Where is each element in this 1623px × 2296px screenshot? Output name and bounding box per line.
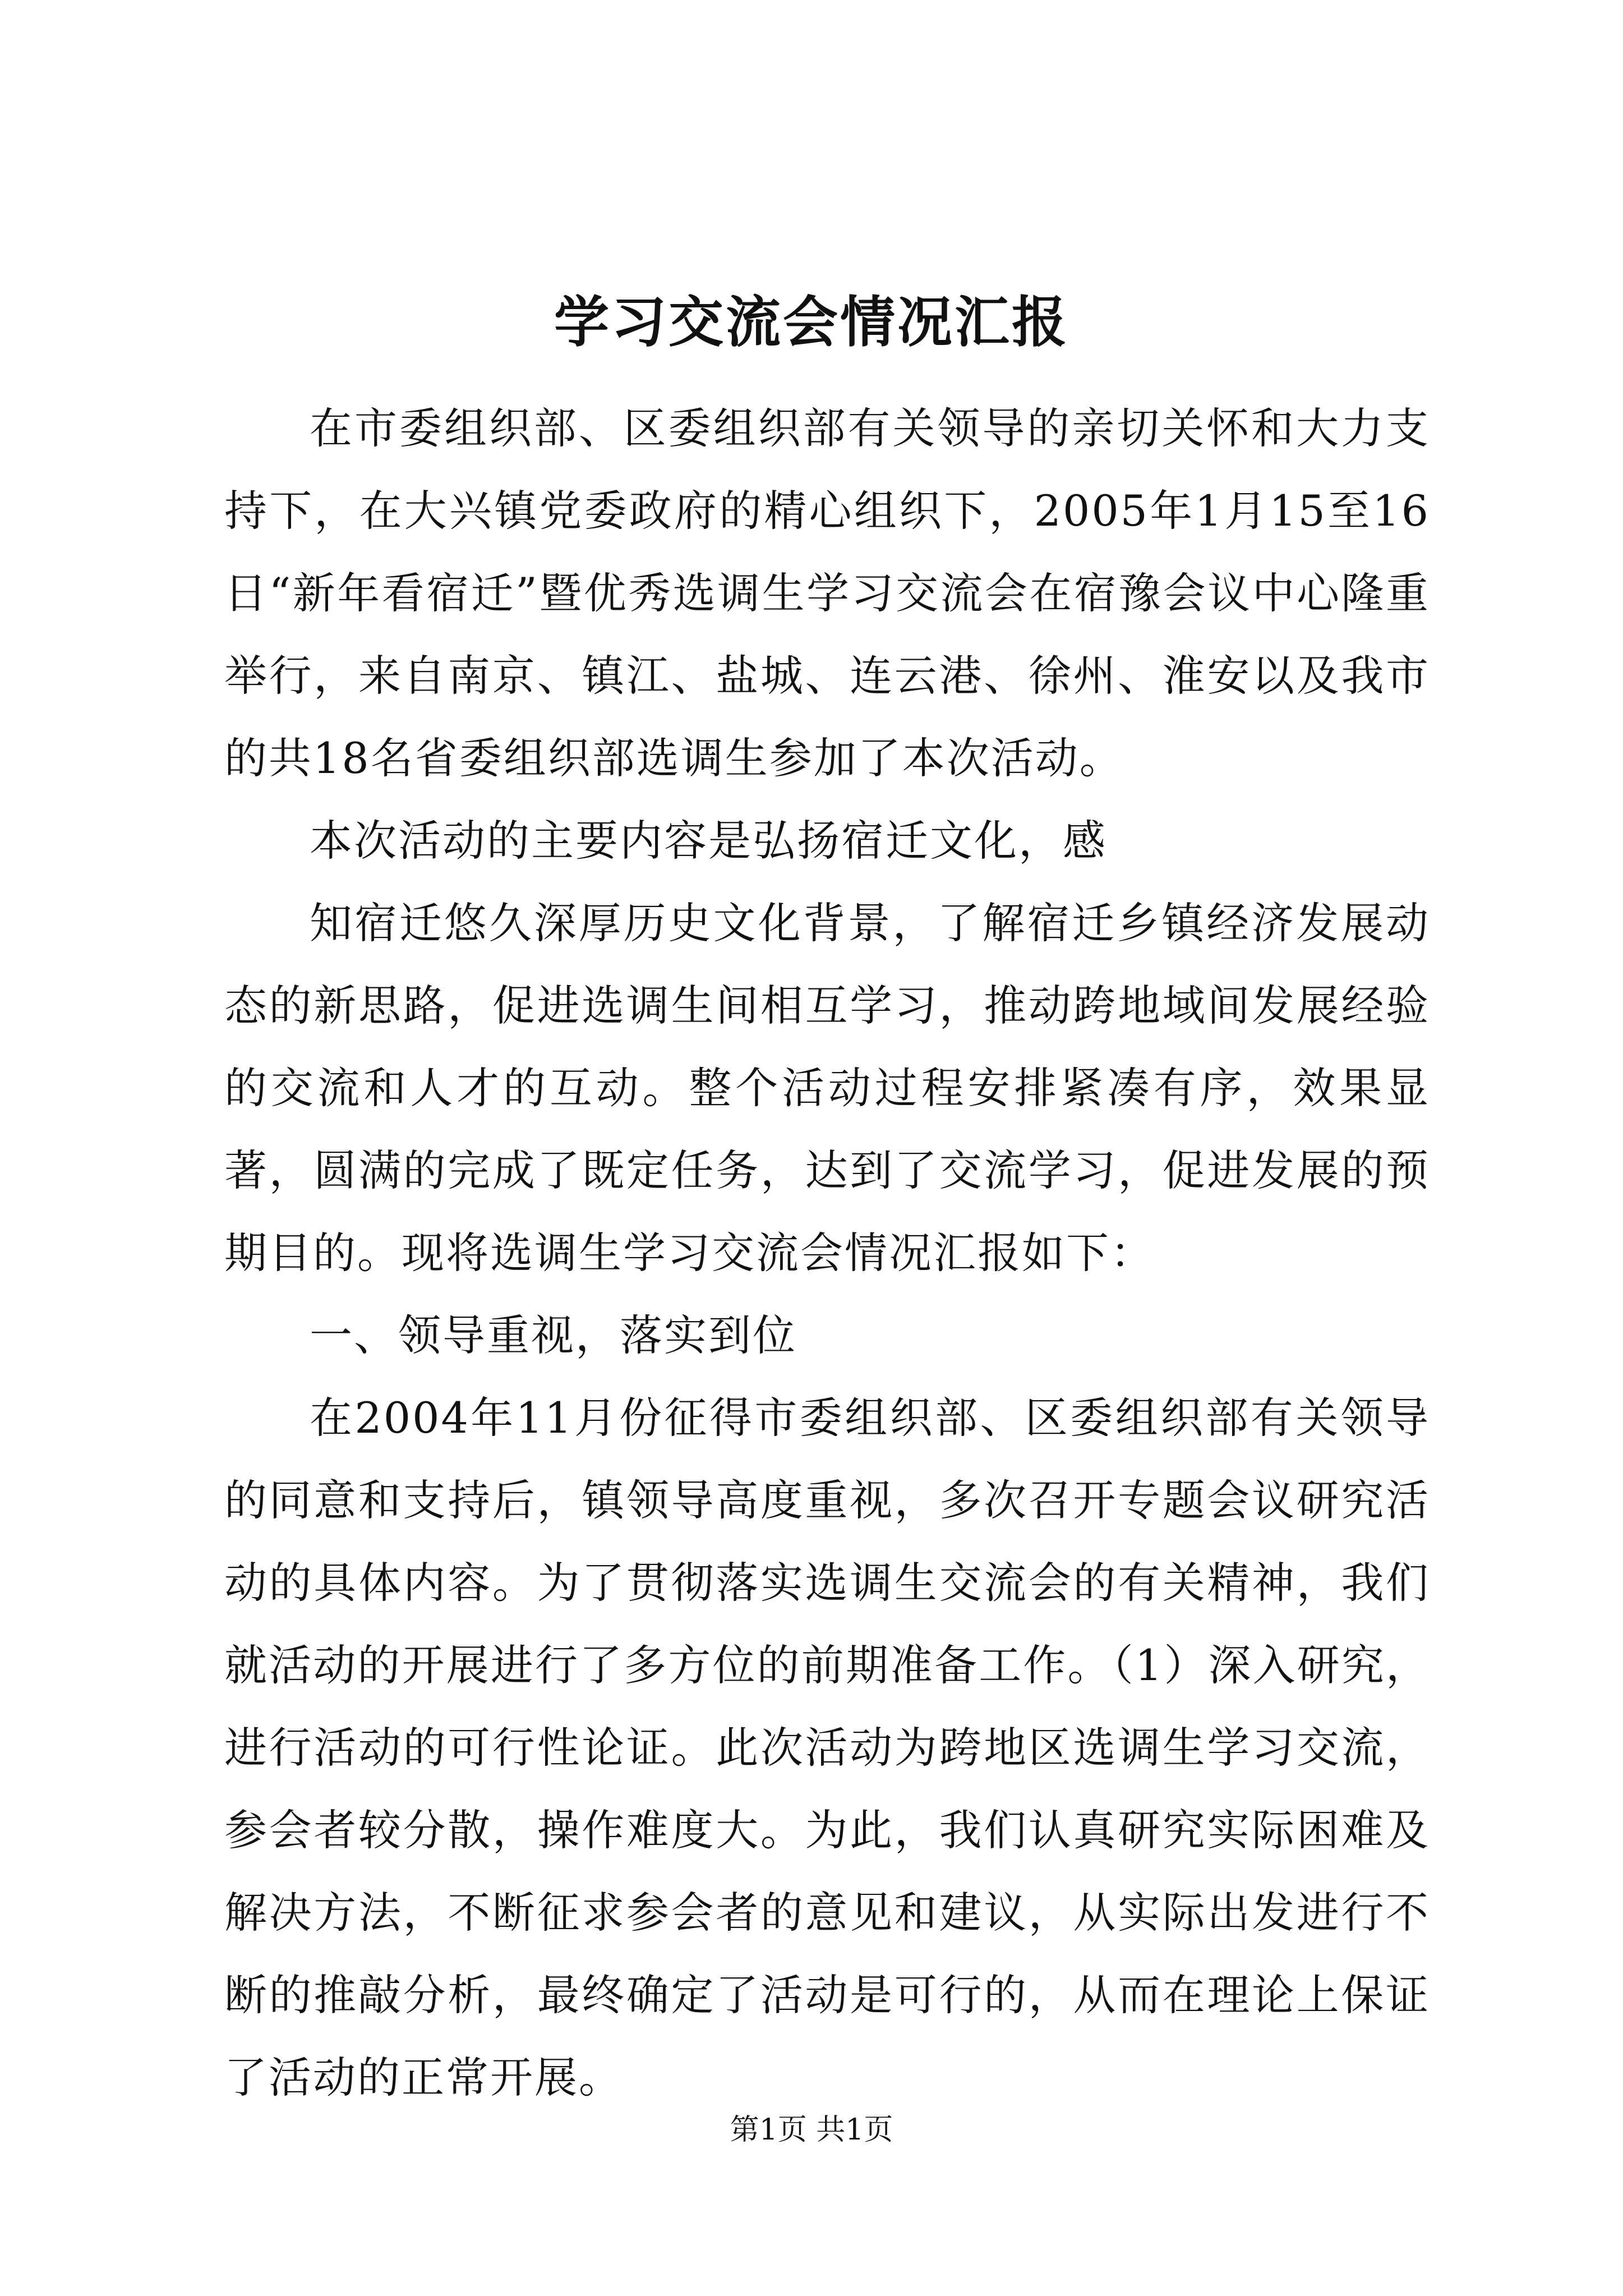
section-heading: 一、领导重视，落实到位: [310, 1310, 797, 1360]
document-title: 学习交流会情况汇报: [554, 290, 1069, 355]
paragraph-content-continued: 知宿迁悠久深厚历史文化背景，了解宿迁乡镇经济发展动态的新思路，促进选调生间相互学习，推动跨地域间发展经验的交流和人才的互动。整个活动过程安排紧凑有序，效果显著，圆满的完成了既定任务，达到了交流学习，促进发展的预期目的。现将选调生学习交流会情况汇报如下：: [224, 898, 1430, 1278]
document-body: [224, 387, 1430, 2119]
paragraph-intro: 在市委组织部、区委组织部有关领导的亲切关怀和大力支持下，在大兴镇党委政府的精心组织下，2005年1月15至16日“新年看宿迁”暨优秀选调生学习交流会在宿豫会议中心隆重举行，来自南京、镇江、盐城、连云港、徐州、淮安以及我市的共18名省委组织部选调生参加了本次活动。: [224, 403, 1430, 783]
page-footer: 第1页 共1页: [730, 2113, 893, 2147]
paragraph-content-start: 本次活动的主要内容是弘扬宿迁文化，感: [310, 816, 1107, 866]
paragraph-section-one: 在2004年11月份征得市委组织部、区委组织部有关领导的同意和支持后，镇领导高度重视，多次召开专题会议研究活动的具体内容。为了贯彻落实选调生交流会的有关精神，我们就活动的开展进行了多方位的前期准备工作。（1）深入研究，进行活动的可行性论证。此次活动为跨地区选调生学习交流，参会者较分散，操作难度大。为此，我们认真研究实际困难及解决方法，不断征求参会者的意见和建议，从实际出发进行不断的推敲分析，最终确定了活动是可行的，从而在理论上保证了活动的正常开展。: [224, 1393, 1430, 2102]
